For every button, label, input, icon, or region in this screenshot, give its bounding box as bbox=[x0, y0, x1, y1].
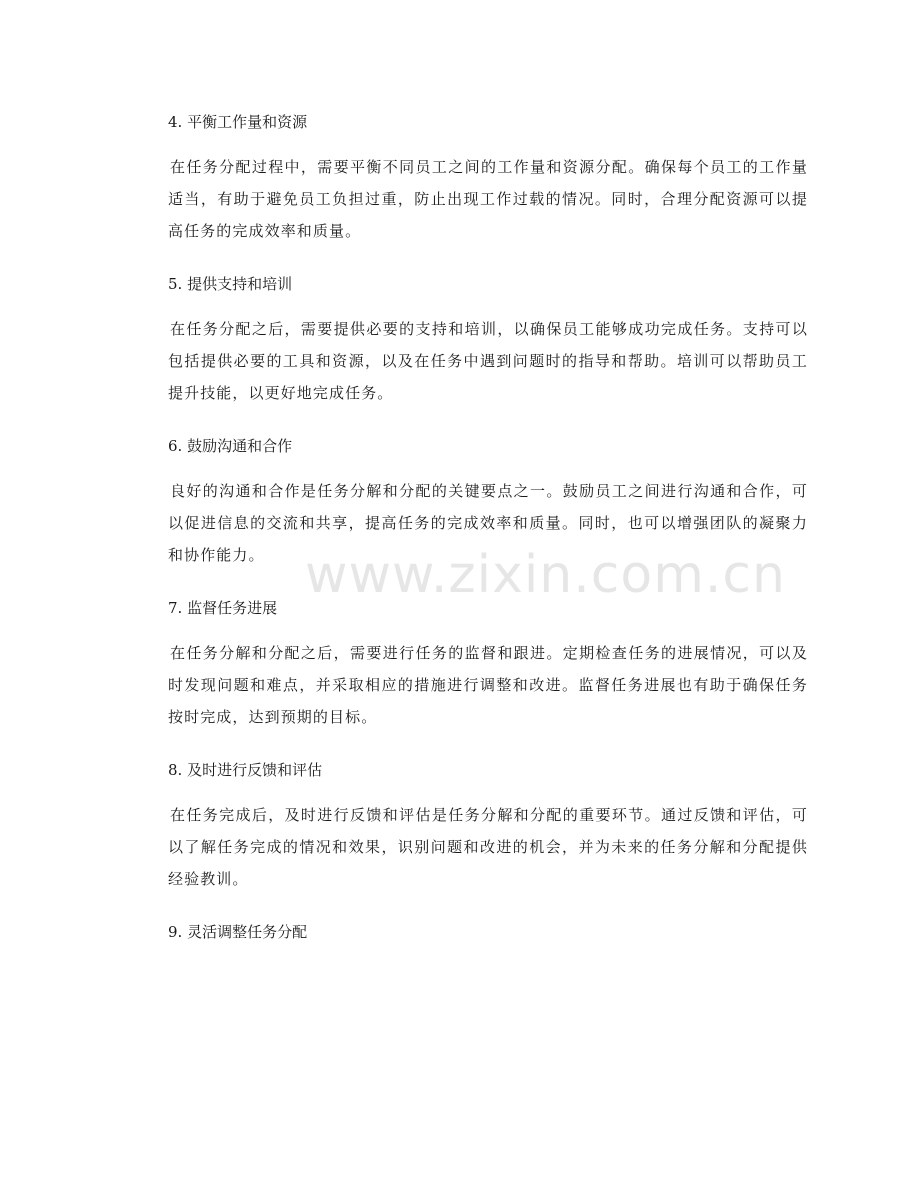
section-body-7: 在任务分解和分配之后，需要进行任务的监督和跟进。定期检查任务的进展情况，可以及时发现问题和难点，并采取相应的措施进行调整和改进。监督任务进展也有助于确保任务按时完成，达到预期的目标。 bbox=[168, 644, 808, 726]
section-heading-8: 8. 及时进行反馈和评估 bbox=[168, 761, 323, 779]
document-content bbox=[168, 104, 808, 961]
section-heading-6: 6. 鼓励沟通和合作 bbox=[168, 437, 293, 455]
section-body-5: 在任务分配之后，需要提供必要的支持和培训，以确保员工能够成功完成任务。支持可以包括提供必要的工具和资源，以及在任务中遇到问题时的指导和帮助。培训可以帮助员工提升技能，以更好地完成任务。 bbox=[168, 320, 808, 402]
section-body-8: 在任务完成后，及时进行反馈和评估是任务分解和分配的重要环节。通过反馈和评估，可以了解任务完成的情况和效果，识别问题和改进的机会，并为未来的任务分解和分配提供经验教训。 bbox=[168, 806, 808, 888]
watermark: www.zixin.com.cn bbox=[305, 545, 786, 605]
section-heading-4: 4. 平衡工作量和资源 bbox=[168, 113, 308, 131]
section-heading-9: 9. 灵活调整任务分配 bbox=[168, 923, 308, 941]
section-heading-5: 5. 提供支持和培训 bbox=[168, 275, 293, 293]
section-body-4: 在任务分配过程中，需要平衡不同员工之间的工作量和资源分配。确保每个员工的工作量适当，有助于避免员工负担过重，防止出现工作过载的情况。同时，合理分配资源可以提高任务的完成效率和质量。 bbox=[168, 158, 808, 240]
section-body-6: 良好的沟通和合作是任务分解和分配的关键要点之一。鼓励员工之间进行沟通和合作，可以促进信息的交流和共享，提高任务的完成效率和质量。同时，也可以增强团队的凝聚力和协作能力。 bbox=[168, 482, 808, 564]
section-heading-7: 7. 监督任务进展 bbox=[168, 599, 278, 617]
